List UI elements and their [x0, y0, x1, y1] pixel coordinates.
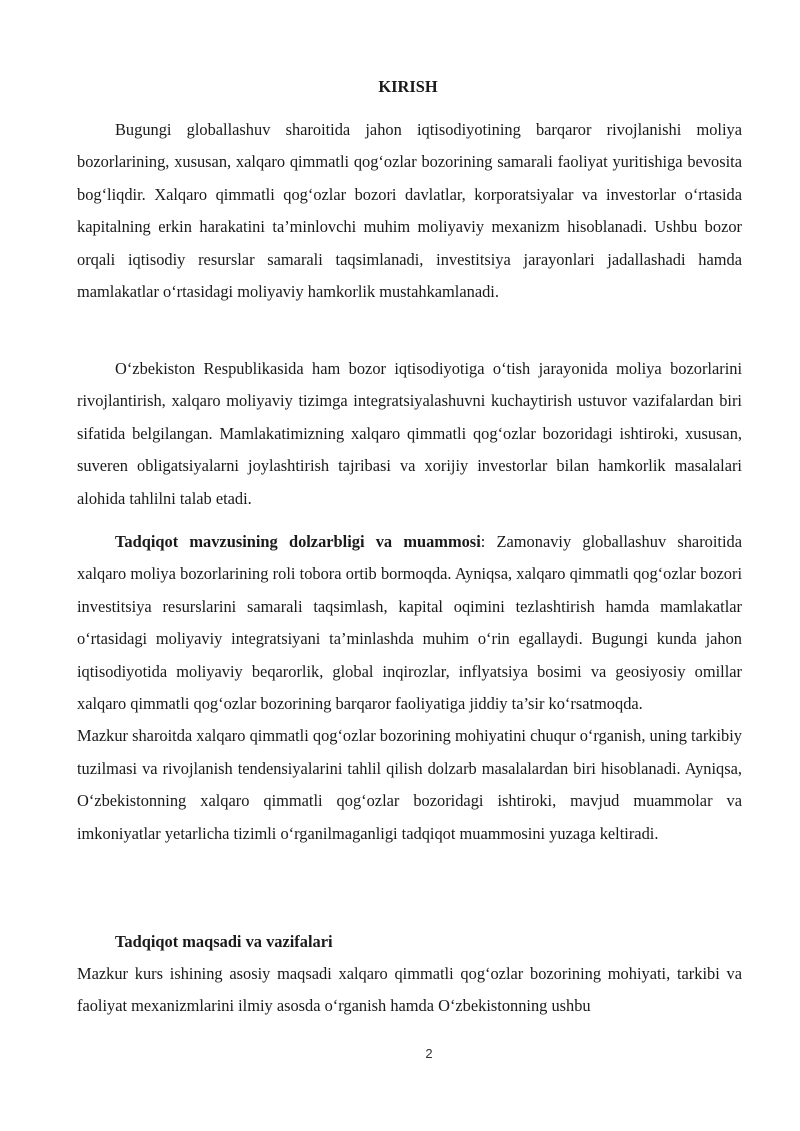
page-title: KIRISH [378, 77, 438, 96]
relevance-tail: Mazkur sharoitda xalqaro qimmatli qog‘ozlar bozorining mohiyatini chuqur o‘rganish, uning tarkibiy tuzilmasi va rivojlanish tendensiyalarini tahlil qilish dolzarb masalalardan biri hisoblanadi. Ayniqsa, O‘zbekistonning xalqaro qimmatli qog‘ozlar bozoridagi ishtiroki, mavjud muammolar va imkoniyatlar yetarlicha tizimli o‘rganilmaganligi tadqiqot muammosini yuzaga keltiradi. [77, 726, 742, 843]
relevance-body: Zamonaviy globallashuv sharoitida xalqaro moliya bozorlarining roli tobora ortib bormoqda. Ayniqsa, xalqaro qimmatli qog‘ozlar bozori investitsiya resurslarini samarali taqsimlash, kapital oqimini tezlashtirish hamda mamlakatlar o‘rtasidagi moliyaviy integratsiyani ta’minlashda muhim o‘rin egallaydi. Bugungi kunda jahon iqtisodiyotida moliyaviy beqarorlik, global inqirozlar, inflyatsiya bosimi va geosiyosiy omillar xalqaro qimmatli qog‘ozlar bozorining barqaror faoliyatiga jiddiy ta’sir ko‘rsatmoqda. [77, 532, 742, 714]
relevance-separator: : [480, 532, 497, 551]
paragraph-uzbekistan: O‘zbekiston Respublikasida ham bozor iqtisodiyotiga o‘tish jarayonida moliya bozorlarini rivojlantirish, xalqaro moliyaviy tizimga integratsiyalashuvni kuchaytirish ustuvor vazifalardan biri sifatida belgilangan. Mamlakatimizning xalqaro qimmatli qog‘ozlar bozoridagi ishtiroki, xususan, suveren obligatsiyalarni joylashtirish tajribasi va xorijiy investorlar bilan hamkorlik masalalari alohida tahlilni talab etadi. [77, 359, 742, 508]
paragraph-goals: Mazkur kurs ishining asosiy maqsadi xalqaro qimmatli qog‘ozlar bozorining mohiyati, tarkibi va faoliyat mexanizmlarini ilmiy asosda o‘rganish hamda O‘zbekistonning ushbu [77, 964, 742, 1016]
relevance-heading: Tadqiqot mavzusining dolzarbligi va muammosi [115, 532, 481, 551]
page-number: 2 [425, 1046, 433, 1061]
paragraph-intro: Bugungi globallashuv sharoitida jahon iqtisodiyotining barqaror rivojlanishi moliya bozorlarining, xususan, xalqaro qimmatli qog‘ozlar bozorining samarali faoliyat yuritishiga bevosita bog‘liqdir. Xalqaro qimmatli qog‘ozlar bozori davlatlar, korporatsiyalar va investorlar o‘rtasida kapitalning erkin harakatini ta’minlovchi muhim moliyaviy mexanizm hisoblanadi. Ushbu bozor orqali iqtisodiy resurslar samarali taqsimlanadi, investitsiya jarayonlari jadallashadi hamda mamlakatlar o‘rtasidagi moliyaviy hamkorlik mustahkamlanadi. [77, 120, 742, 302]
paragraph-relevance [77, 526, 742, 850]
goals-heading: Tadqiqot maqsadi va vazifalari [115, 932, 333, 951]
